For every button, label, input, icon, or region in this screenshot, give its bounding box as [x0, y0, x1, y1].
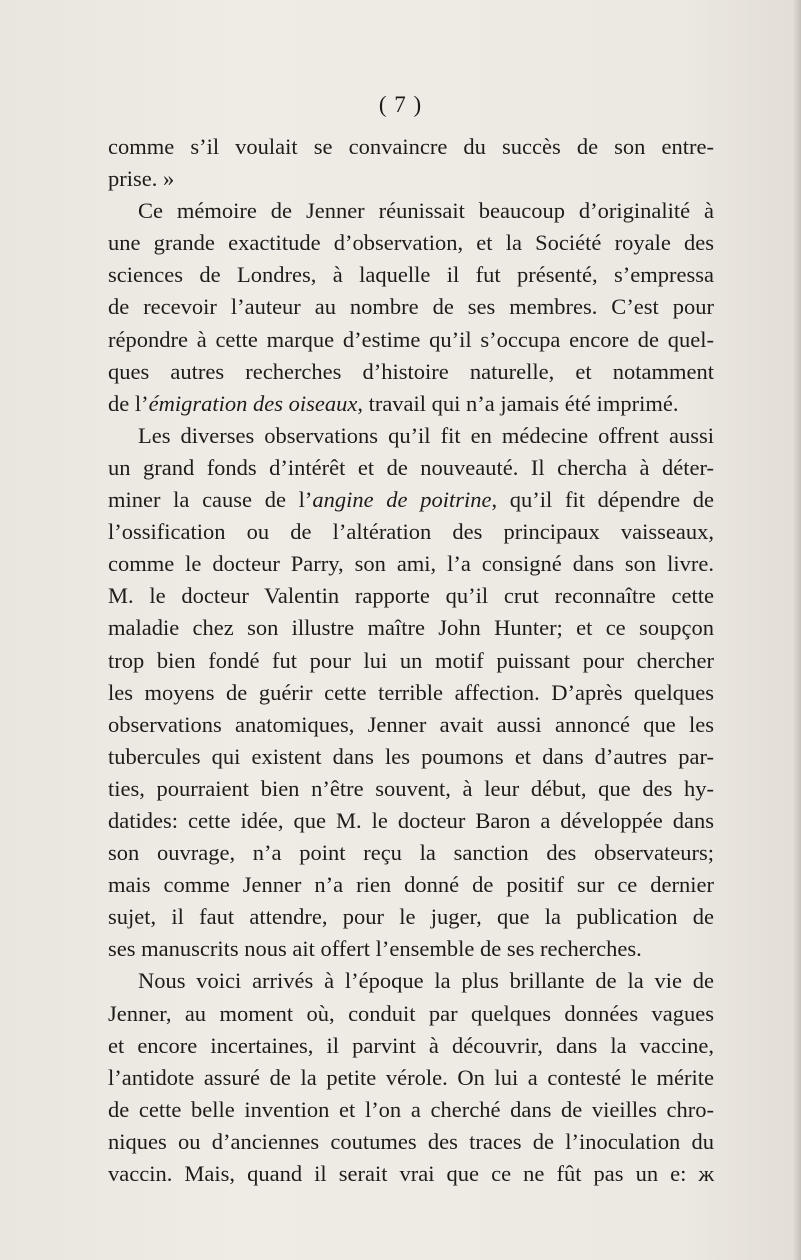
- text-line: [108, 291, 714, 323]
- text-line: [108, 1030, 714, 1062]
- text-segment: comme s’il voulait se convaincre du succès de son entre-: [108, 134, 714, 159]
- text-line: [108, 580, 714, 612]
- text-segment: prise. »: [108, 166, 175, 192]
- text-segment: une grande exactitude d’observation, et la Société royale des: [108, 230, 714, 256]
- text-segment: maladie chez son illustre maître John Hunter; et ce soupçon: [108, 615, 714, 641]
- text-segment: son ouvrage, n’a point reçu la sanction des observateurs;: [108, 840, 714, 866]
- text-segment: Les diverses observations qu’il fit en médecine offrent aussi: [138, 422, 714, 448]
- text-segment: observations anatomiques, Jenner avait aussi annoncé que les: [108, 711, 714, 737]
- text-segment: datides: cette idée, que M. le docteur Baron a développée dans: [108, 807, 714, 833]
- text-line: [108, 773, 714, 805]
- text-line: [108, 324, 714, 356]
- text-line: [108, 709, 714, 741]
- text-line: [108, 741, 714, 773]
- text-line: [108, 901, 714, 933]
- text-segment: ses manuscrits nous ait offert l’ensemble de ses recherches.: [108, 936, 642, 962]
- text-segment: , qu’il fit dépendre de: [491, 487, 714, 513]
- text-segment: Nous voici arrivés à l’époque la plus brillante de la vie de: [138, 968, 714, 994]
- text-segment: un grand fonds d’intérêt et de nouveauté. Il chercha à déter-: [108, 454, 714, 480]
- text-line: [108, 259, 714, 291]
- text-segment: Ce mémoire de Jenner réunissait beaucoup d’originalité à: [138, 198, 714, 224]
- text-segment: comme le docteur Parry, son ami, l’a consigné dans son livre.: [108, 551, 714, 577]
- text-line: [108, 869, 714, 901]
- text-line: [108, 837, 714, 869]
- text-segment: Jenner, au moment où, conduit par quelques données vagues: [108, 1000, 714, 1026]
- page-number: ( 7 ): [378, 92, 423, 117]
- text-line: [108, 805, 714, 837]
- text-line: [108, 677, 714, 709]
- text-segment: vaccin. Mais, quand il serait vrai que ce ne fût pas un e: ж: [108, 1161, 714, 1186]
- text-segment: sujet, il faut attendre, pour le juger, que la publication de: [108, 904, 714, 930]
- text-segment: M. le docteur Valentin rapporte qu’il crut reconnaître cette: [108, 583, 714, 609]
- text-line: [108, 1094, 714, 1126]
- text-segment: de cette belle invention et l’on a cherché dans de vieilles chro-: [108, 1096, 714, 1122]
- page-edge-shadow: [793, 0, 801, 1260]
- text-line: [108, 388, 714, 420]
- italic-phrase: angine de poitrine: [312, 487, 492, 513]
- text-segment: miner la cause de l’: [108, 487, 313, 513]
- text-segment: sciences de Londres, à laquelle il fut présenté, s’empressa: [108, 262, 714, 288]
- italic-phrase: émigration des oiseaux: [148, 390, 358, 416]
- text-line: [108, 1126, 714, 1158]
- text-segment: répondre à cette marque d’estime qu’il s’occupa encore de quel-: [108, 326, 714, 352]
- text-line: [108, 356, 714, 388]
- text-line: [108, 1158, 714, 1190]
- text-line: [108, 195, 714, 227]
- text-segment: trop bien fondé fut pour lui un motif puissant pour chercher: [108, 647, 714, 673]
- text-segment: , travail qui n’a jamais été imprimé.: [357, 390, 679, 416]
- text-line: [108, 548, 714, 580]
- text-line: [108, 612, 714, 644]
- body-text: [108, 131, 714, 1190]
- text-segment: mais comme Jenner n’a rien donné de positif sur ce dernier: [108, 872, 714, 898]
- text-line: [108, 227, 714, 259]
- text-line: [108, 452, 714, 484]
- text-segment: l’ossification ou de l’altération des principaux vaisseaux,: [108, 519, 714, 545]
- text-line: [108, 163, 714, 195]
- text-segment: et encore incertaines, il parvint à découvrir, dans la vaccine,: [108, 1032, 714, 1058]
- text-line: [108, 965, 714, 997]
- text-line: [108, 516, 714, 548]
- text-line: [108, 484, 714, 516]
- text-segment: tubercules qui existent dans les poumons et dans d’autres par-: [108, 743, 714, 769]
- text-line: [108, 933, 714, 965]
- text-line: [108, 998, 714, 1030]
- text-line: [108, 131, 714, 163]
- text-line: [108, 645, 714, 677]
- text-segment: de recevoir l’auteur au nombre de ses membres. C’est pour: [108, 294, 714, 320]
- text-line: [108, 420, 714, 452]
- text-segment: de l’: [108, 390, 149, 416]
- text-segment: niques ou d’anciennes coutumes des traces de l’inoculation du: [108, 1128, 714, 1154]
- text-segment: ties, pourraient bien n’être souvent, à leur début, que des hy-: [108, 775, 714, 801]
- text-segment: ques autres recherches d’histoire naturelle, et notamment: [108, 358, 714, 384]
- text-line: [108, 1062, 714, 1094]
- text-segment: l’antidote assuré de la petite vérole. On lui a contesté le mérite: [108, 1064, 714, 1090]
- text-segment: les moyens de guérir cette terrible affection. D’après quelques: [108, 679, 714, 705]
